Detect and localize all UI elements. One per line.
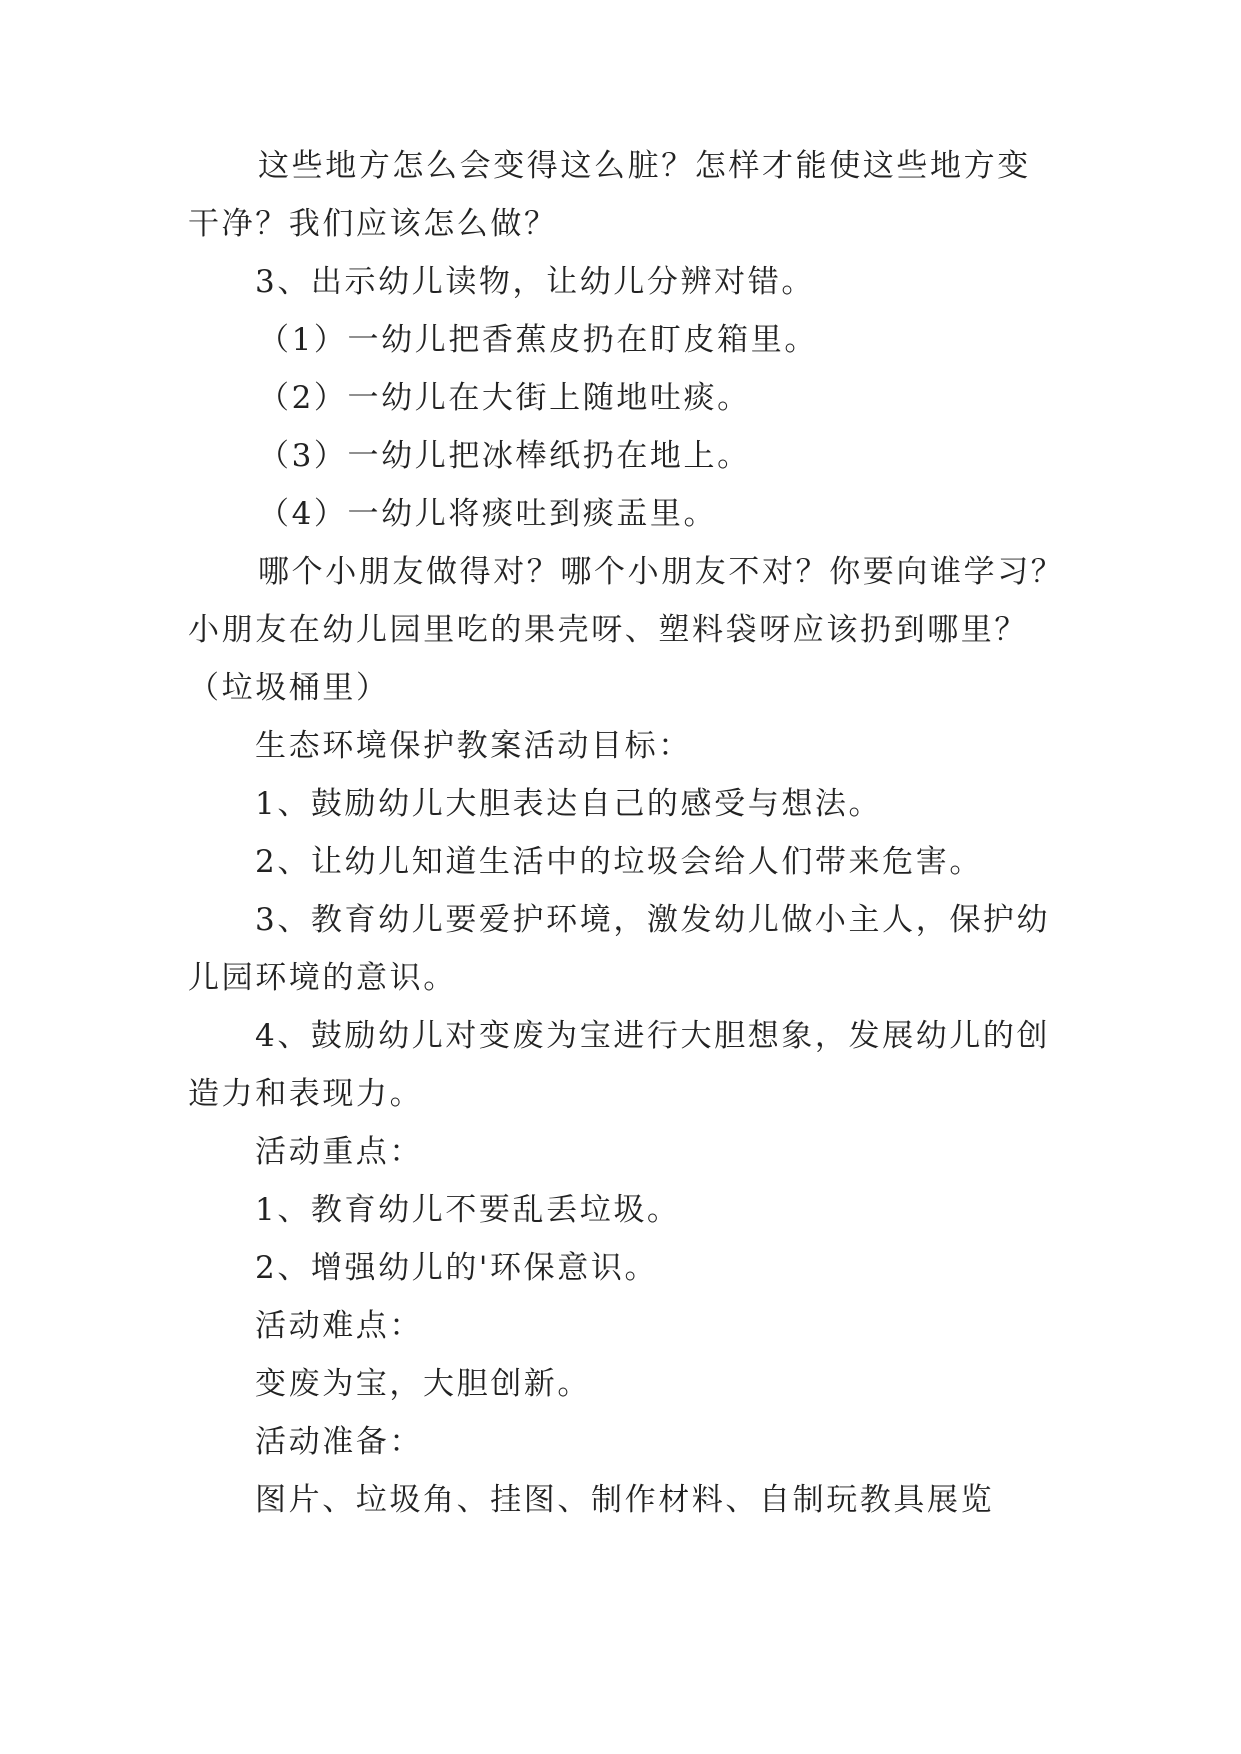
goal-item-2: 2、让幼儿知道生活中的垃圾会给人们带来危害。 — [255, 844, 983, 880]
key-point-item-2: 2、增强幼儿的'环保意识。 — [255, 1250, 659, 1286]
goal-item-3-continued: 儿园环境的意识。 — [188, 960, 457, 996]
difficulty-item: 变废为宝，大胆创新。 — [255, 1366, 591, 1402]
answer-line: （垃圾桶里） — [188, 670, 390, 706]
section-heading-goals: 生态环境保护教案活动目标： — [255, 728, 692, 764]
list-item-1: （1）一幼儿把香蕉皮扔在盯皮箱里。 — [258, 322, 818, 358]
goal-item-4-continued: 造力和表现力。 — [188, 1076, 424, 1112]
preparation-item: 图片、垃圾角、挂图、制作材料、自制玩教具展览 — [255, 1482, 995, 1518]
list-item-2: （2）一幼儿在大街上随地吐痰。 — [258, 380, 751, 416]
list-heading-3: 3、出示幼儿读物，让幼儿分辨对错。 — [255, 264, 815, 300]
key-point-item-1: 1、教育幼儿不要乱丢垃圾。 — [255, 1192, 681, 1228]
paragraph-line-1: 这些地方怎么会变得这么脏？怎样才能使这些地方变 — [258, 148, 1031, 184]
paragraph-line-2: 干净？我们应该怎么做？ — [188, 206, 558, 242]
goal-item-4: 4、鼓励幼儿对变废为宝进行大胆想象，发展幼儿的创 — [255, 1018, 1051, 1054]
section-heading-difficulties: 活动难点： — [255, 1308, 423, 1344]
goal-item-1: 1、鼓励幼儿大胆表达自己的感受与想法。 — [255, 786, 883, 822]
section-heading-preparation: 活动准备： — [255, 1424, 423, 1460]
goal-item-3: 3、教育幼儿要爱护环境，激发幼儿做小主人，保护幼 — [255, 902, 1051, 938]
question-line-2: 小朋友在幼儿园里吃的果壳呀、塑料袋呀应该扔到哪里？ — [188, 612, 1028, 648]
question-line-1: 哪个小朋友做得对？哪个小朋友不对？你要向谁学习？ — [258, 554, 1065, 590]
section-heading-key-points: 活动重点： — [255, 1134, 423, 1170]
list-item-3: （3）一幼儿把冰棒纸扔在地上。 — [258, 438, 751, 474]
list-item-4: （4）一幼儿将痰吐到痰盂里。 — [258, 496, 718, 532]
